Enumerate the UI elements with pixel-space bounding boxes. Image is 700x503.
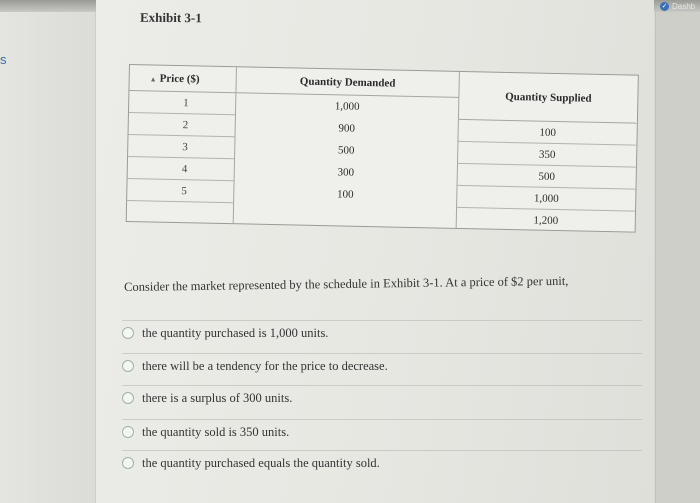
answer-option[interactable] <box>122 450 642 475</box>
radio-button-icon[interactable] <box>122 457 134 469</box>
price-cell: 4 <box>128 157 234 181</box>
quantity-demanded-header: Quantity Demanded <box>236 67 458 98</box>
question-panel <box>96 0 654 503</box>
quantity-supplied-column <box>457 72 638 232</box>
radio-button-icon[interactable] <box>122 327 134 339</box>
answer-option[interactable] <box>122 353 642 378</box>
answer-option-label: the quantity purchased is 1,000 units. <box>142 325 329 340</box>
price-header <box>129 65 236 93</box>
quantity-demanded-cell: 1,000 <box>334 100 360 113</box>
quantity-demanded-cell: 500 <box>337 144 355 157</box>
dashboard-label: Dashb <box>672 1 696 11</box>
quantity-demanded-cell: 100 <box>336 188 354 201</box>
quantity-supplied-cell: 500 <box>458 164 636 190</box>
quantity-supplied-cell: 100 <box>458 120 636 146</box>
quantity-demanded-cell: 300 <box>337 166 355 179</box>
answer-option[interactable] <box>122 320 642 345</box>
quantity-supplied-cell: 350 <box>458 142 636 168</box>
radio-button-icon[interactable] <box>122 426 134 438</box>
supply-demand-schedule <box>126 64 639 233</box>
quantity-supplied-cell: 1,000 <box>457 186 635 212</box>
price-cell: 3 <box>128 135 234 159</box>
left-rail <box>0 12 96 503</box>
exhibit-title: Exhibit 3-1 <box>139 9 202 26</box>
dashboard-button[interactable] <box>660 0 700 12</box>
answer-option-label: the quantity purchased equals the quantity sold. <box>142 455 380 470</box>
answer-option-label: there is a surplus of 300 units. <box>142 390 293 405</box>
answer-option[interactable] <box>122 419 642 444</box>
radio-button-icon[interactable] <box>122 392 134 404</box>
quantity-demanded-column <box>234 67 460 228</box>
check-circle-icon: ✓ <box>661 2 668 10</box>
sort-arrow-icon: ▲ <box>149 75 157 84</box>
price-cell: 1 <box>129 91 235 115</box>
question-text: Consider the market represented by the schedule in Exhibit 3-1. At a price of $2 per unit, <box>124 273 569 294</box>
quantity-supplied-header: Quantity Supplied <box>459 72 638 124</box>
price-header-label: Price ($) <box>159 72 200 86</box>
quantity-demanded-cell: 900 <box>338 122 356 135</box>
answer-option-label: the quantity sold is 350 units. <box>142 424 290 439</box>
rail-letter: s <box>0 52 7 67</box>
answer-option[interactable] <box>122 385 642 410</box>
answer-option-label: there will be a tendency for the price to decrease. <box>142 358 388 373</box>
right-rail <box>655 12 700 503</box>
price-column <box>127 65 237 223</box>
quantity-supplied-cell: 1,200 <box>533 214 559 228</box>
price-cell: 5 <box>127 179 233 203</box>
radio-button-icon[interactable] <box>122 360 134 372</box>
price-cell: 2 <box>129 113 235 137</box>
